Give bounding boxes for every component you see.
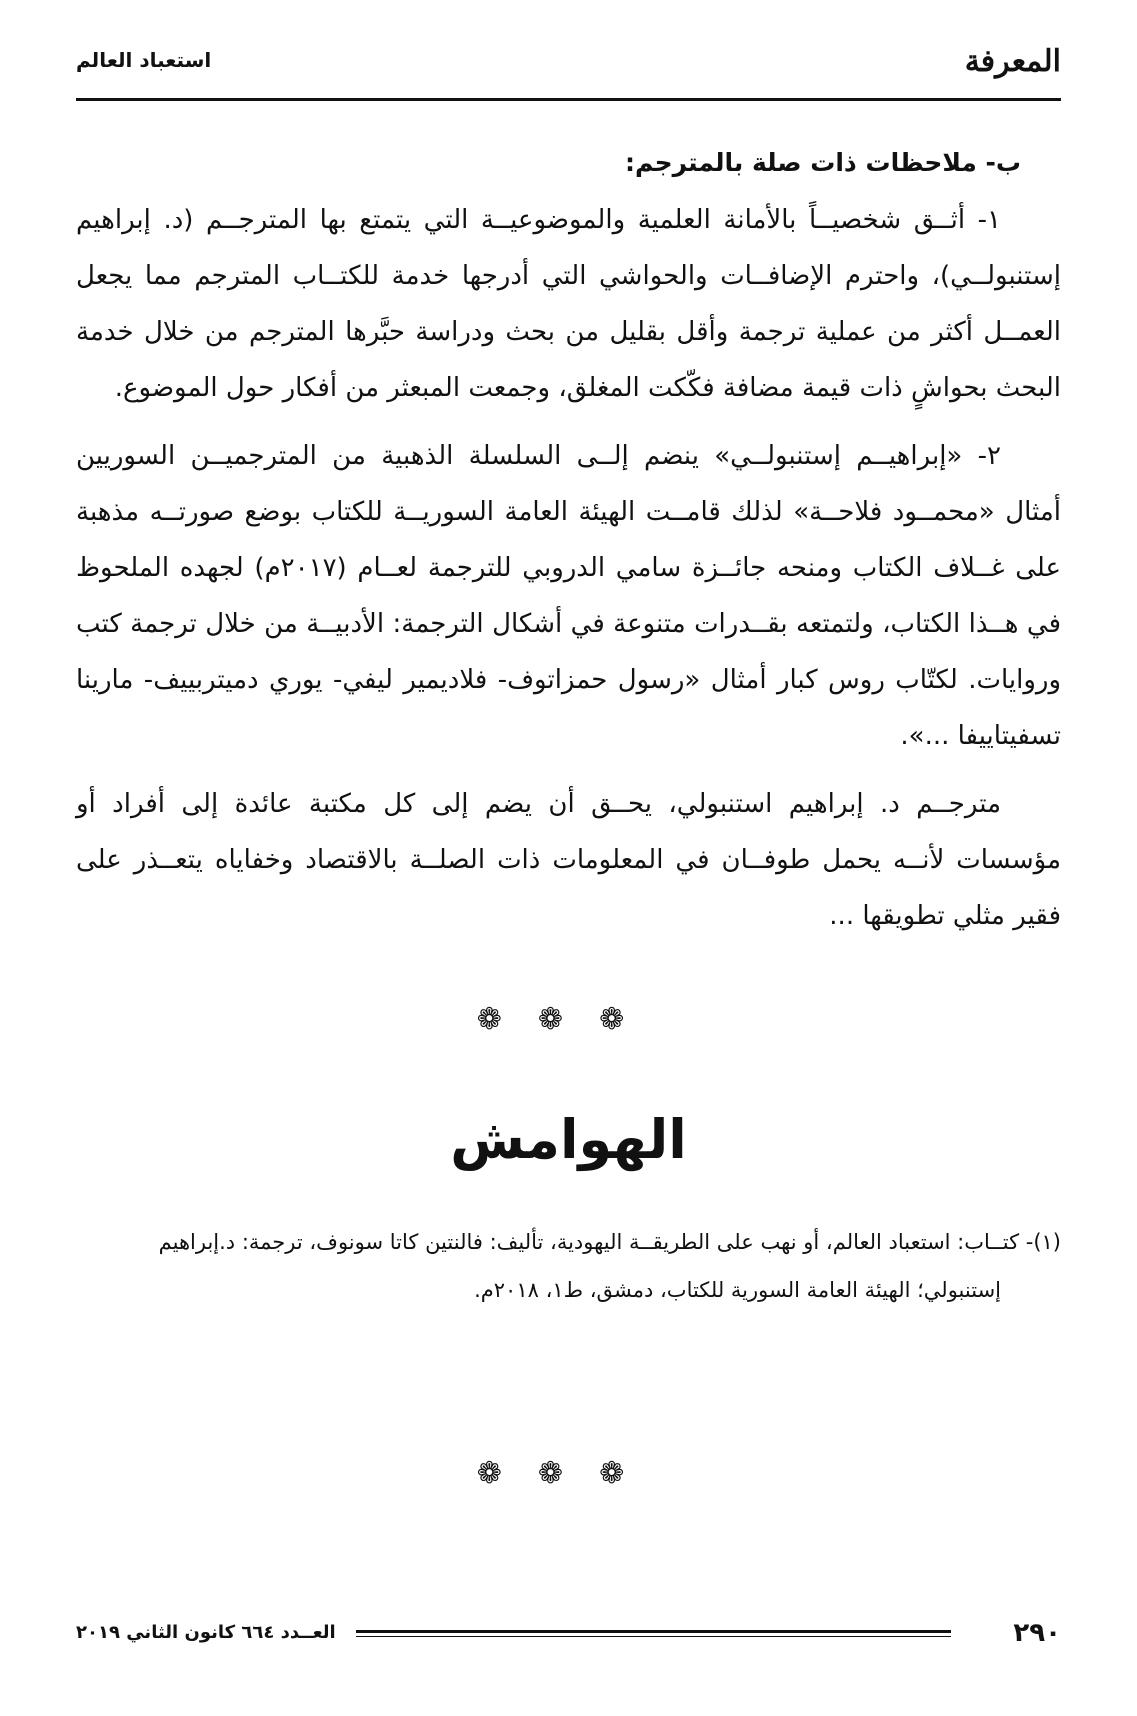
footnote xyxy=(76,1218,1061,1314)
paragraph-2: ٢- «إبراهيــم إستنبولــي» ينضم إلــى السلسلة الذهبية من المترجميــن السوريين أمثال «محمــود فلاحــة» لذلك قامــت الهيئة العامة السوريــة للكتاب بوضع صورتــه مذهبة على غــلاف الكتاب ومنحه جائــزة سامي الدروبي للترجمة لعــام (٢٠١٧م) لجهده الملحوظ في هــذا الكتاب، ولتمتعه بقــدرات متنوعة في أشكال الترجمة: الأدبيــة من خلال ترجمة كتب وروايات. لكتّاب روس كبار أمثال «رسول حمزاتوف- فلاديمير ليفي- يوري دميتربييف- مارينا تسفيتاييفا ...». xyxy=(76,441,1061,751)
flower-ornament-icon: ❁ xyxy=(476,1456,538,1491)
paragraph-3: مترجــم د. إبراهيم استنبولي، يحــق أن يضم إلى كل مكتبة عائدة إلى أفراد أو مؤسسات لأنــه يحمل طوفــان في المعلومات ذات الصلــة بالاقتصاد وخفاياه يتعــذر على فقير مثلي تطويقها ... xyxy=(76,789,1061,931)
issue-info: العــدد ٦٦٤ كانون الثاني ٢٠١٩ xyxy=(76,1622,336,1643)
footnote-line-1: (١)- كتــاب: استعباد العالم، أو نهب على الطريقــة اليهودية، تأليف: فالنتين كاتا سونوف، ترجمة: د.إبراهيم xyxy=(158,1230,1061,1254)
flower-ornament-icon: ❁ xyxy=(599,1002,661,1037)
page-number: ٢٩٠ xyxy=(1013,1618,1061,1648)
flower-ornament-icon: ❁ xyxy=(476,1002,538,1037)
footnote-line-2: إستنبولي؛ الهيئة العامة السورية للكتاب، دمشق، ط١، ٢٠١٨م. xyxy=(474,1278,1001,1302)
header-divider xyxy=(76,98,1061,101)
article-body xyxy=(76,140,1061,944)
page-footer xyxy=(76,1618,1061,1658)
magazine-logo: المعرفة xyxy=(964,44,1061,79)
footer-divider-thin xyxy=(356,1636,951,1637)
flower-ornament-icon: ❁ xyxy=(537,1456,600,1491)
ornament-separator xyxy=(0,1456,1137,1491)
flower-ornament-icon: ❁ xyxy=(537,1002,600,1037)
flower-ornament-icon: ❁ xyxy=(599,1456,661,1491)
footer-divider xyxy=(356,1630,951,1633)
running-title: استعباد العالم xyxy=(76,48,212,72)
section-heading: ب- ملاحظات ذات صلة بالمترجم: xyxy=(625,148,1021,177)
paragraph-1: ١- أثــق شخصيــاً بالأمانة العلمية والموضوعيــة التي يتمتع بها المترجــم (د. إبراهيم إستنبولــي)، واحترم الإضافــات والحواشي التي أدرجها خدمة للكتــاب المترجم مما يجعل العمــل أكثر من عملية ترجمة وأقل بقليل من بحث ودراسة حبَّرها المترجم من خلال خدمة البحث بحواشٍ ذات قيمة مضافة فكّكت المغلق، وجمعت المبعثر من أفكار حول الموضوع. xyxy=(76,205,1061,403)
notes-heading: الهوامش xyxy=(450,1108,687,1171)
page-header xyxy=(76,40,1061,100)
ornament-separator xyxy=(0,1002,1137,1037)
